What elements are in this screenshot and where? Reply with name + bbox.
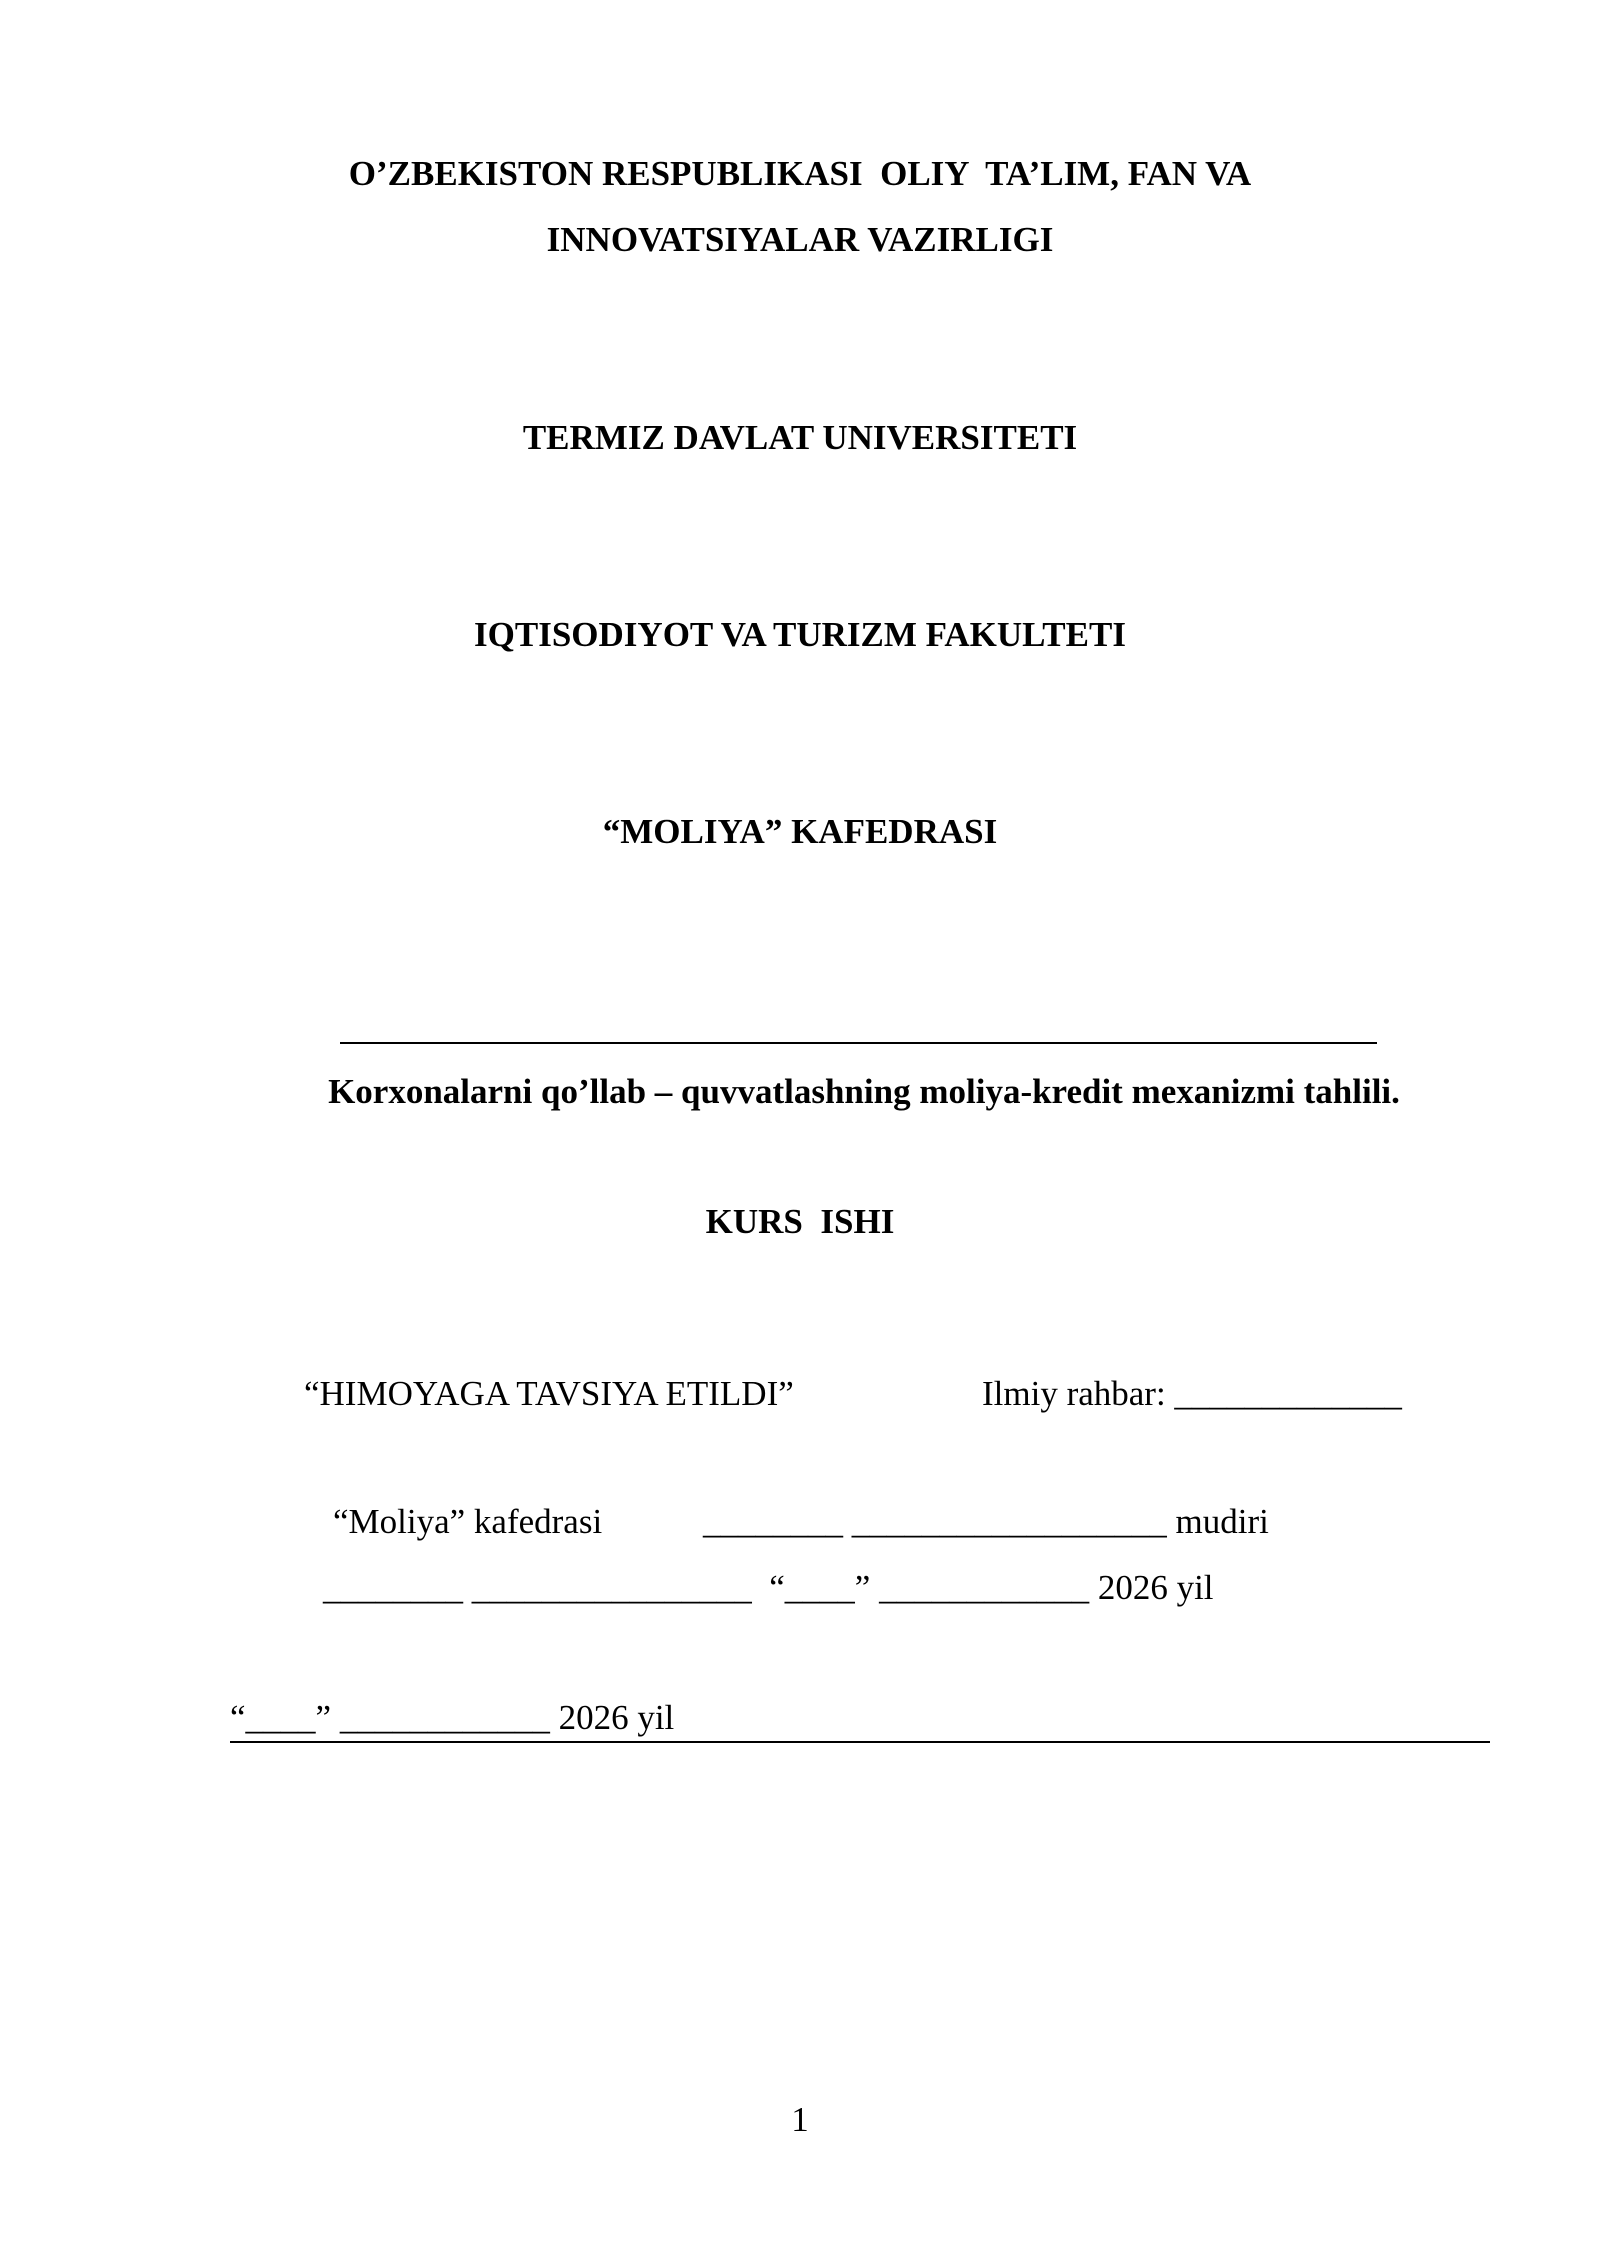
date-line: “____” ____________ 2026 yil	[230, 1698, 675, 1737]
department-label: “Moliya” kafedrasi	[333, 1502, 603, 1541]
page-number: 1	[791, 2100, 809, 2139]
course-work-topic: Korxonalarni qo’llab – quvvatlashning moliya-kredit mexanizmi tahlili.	[328, 1072, 1400, 1111]
topic-rule	[340, 1042, 1377, 1044]
faculty-title: IQTISODIYOT VA TURIZM FAKULTETI	[474, 615, 1126, 654]
work-type-title: KURS ISHI	[705, 1202, 895, 1241]
advisor-signature-line: Ilmiy rahbar: _____________	[982, 1374, 1402, 1413]
ministry-title-line-2: INNOVATSIYALAR VAZIRLIGI	[546, 220, 1054, 259]
department-head-signature-line: ________ __________________ mudiri	[703, 1502, 1269, 1541]
recommendation-label: “HIMOYAGA TAVSIYA ETILDI”	[304, 1374, 794, 1413]
signature-date-line: ________ ________________ “____” ____________ 2026 yil	[323, 1568, 1214, 1607]
ministry-title-line-1: O’ZBEKISTON RESPUBLIKASI OLIY TA’LIM, FAN VA	[348, 154, 1252, 193]
university-title: TERMIZ DAVLAT UNIVERSITETI	[522, 418, 1078, 457]
bottom-rule	[230, 1741, 1490, 1743]
department-title: “MOLIYA” KAFEDRASI	[602, 812, 998, 851]
